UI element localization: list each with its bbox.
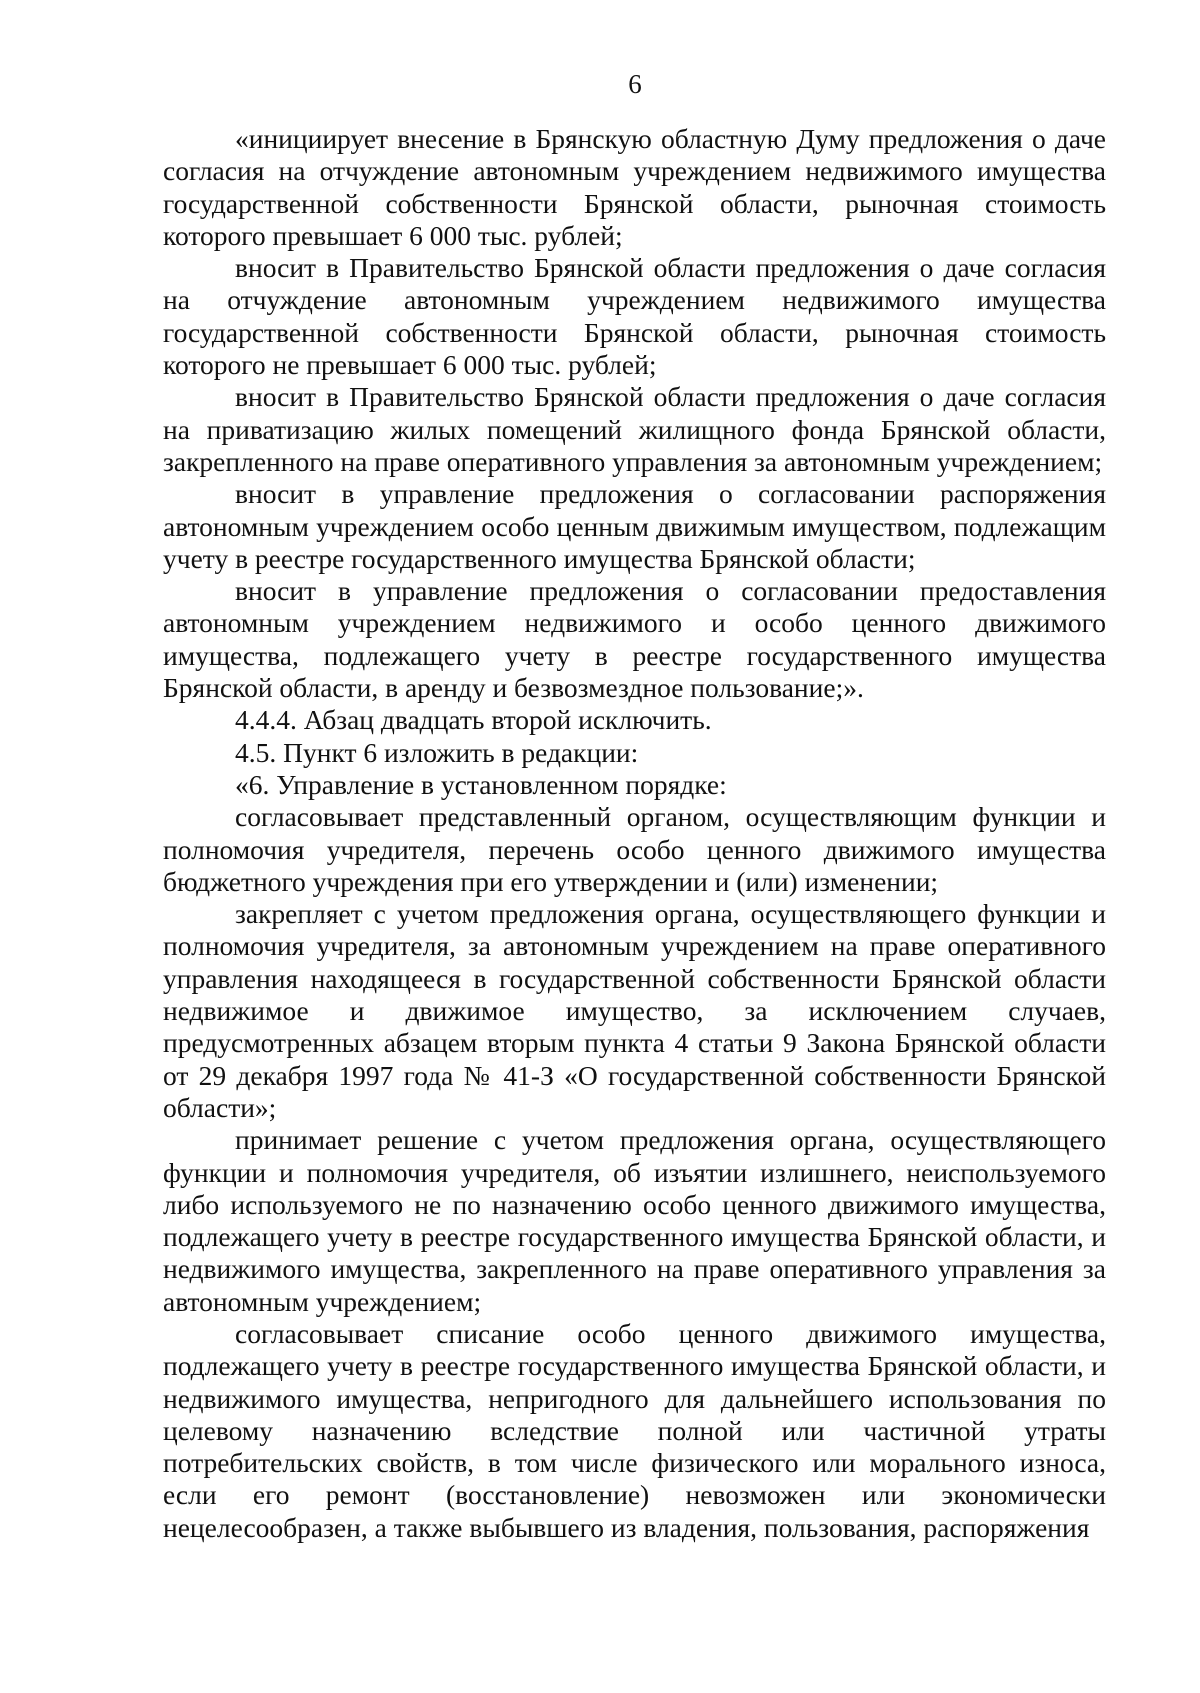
paragraph: вносит в управление предложения о согласовании распоряжения автономным учреждением особо ценным движимым имуществом, подлежащим учету в реестре государственного имущества Брянской области; xyxy=(163,478,1106,574)
page-number: 6 xyxy=(628,69,642,99)
paragraph: вносит в Правительство Брянской области предложения о даче согласия на приватизацию жилых помещений жилищного фонда Брянской области, закрепленного на праве оперативного управления за автономным учреждением; xyxy=(163,381,1106,477)
paragraph: принимает решение с учетом предложения органа, осуществляющего функции и полномочия учредителя, об изъятии излишнего, неиспользуемого либо используемого не по назначению особо ценного движимого имущества, подлежащего учету в реестре государственного имущества Брянской области, и недвижимого имущества, закрепленного на праве оперативного управления за автономным учреждением; xyxy=(163,1124,1106,1317)
paragraph: «инициирует внесение в Брянскую областную Думу предложения о даче согласия на отчуждение автономным учреждением недвижимого имущества государственной собственности Брянской области, рыночная стоимость которого превышает 6 000 тыс. рублей; xyxy=(163,123,1106,251)
paragraph: вносит в Правительство Брянской области предложения о даче согласия на отчуждение автономным учреждением недвижимого имущества государственной собственности Брянской области, рыночная стоимость которого не превышает 6 000 тыс. рублей; xyxy=(163,252,1106,381)
paragraph: согласовывает списание особо ценного движимого имущества, подлежащего учету в реестре государственного имущества Брянской области, и недвижимого имущества, непригодного для дальнейшего использования по целевому назначению вследствие полной или частичной утраты потребительских свойств, в том числе физического или морального износа, если его ремонт (восстановление) невозможен или экономически нецелесообразен, а также выбывшего из владения, пользования, распоряжения xyxy=(163,1317,1106,1543)
paragraph: 4.5. Пункт 6 изложить в редакции: xyxy=(235,736,639,768)
paragraph: согласовывает представленный органом, осуществляющим функции и полномочия учредителя, перечень особо ценного движимого имущества бюджетного учреждения при его утверждении и (или) изменении; xyxy=(163,801,1106,897)
document-body xyxy=(163,123,1106,1544)
paragraph: закрепляет с учетом предложения органа, осуществляющего функции и полномочия учредителя, за автономным учреждением на праве оперативного управления находящееся в государственной собственности Брянской области недвижимое и движимое имущество, за исключением случаев, предусмотренных абзацем вторым пункта 4 статьи 9 Закона Брянской области от 29 декабря 1997 года № 41-З «О государственной собственности Брянской области»; xyxy=(163,898,1106,1123)
paragraph: 4.4.4. Абзац двадцать второй исключить. xyxy=(235,704,712,736)
paragraph: «6. Управление в установленном порядке: xyxy=(235,768,727,800)
paragraph: вносит в управление предложения о согласовании предоставления автономным учреждением недвижимого и особо ценного движимого имущества, подлежащего учету в реестре государственного имущества Брянской области, в аренду и безвозмездное пользование;». xyxy=(163,575,1106,704)
